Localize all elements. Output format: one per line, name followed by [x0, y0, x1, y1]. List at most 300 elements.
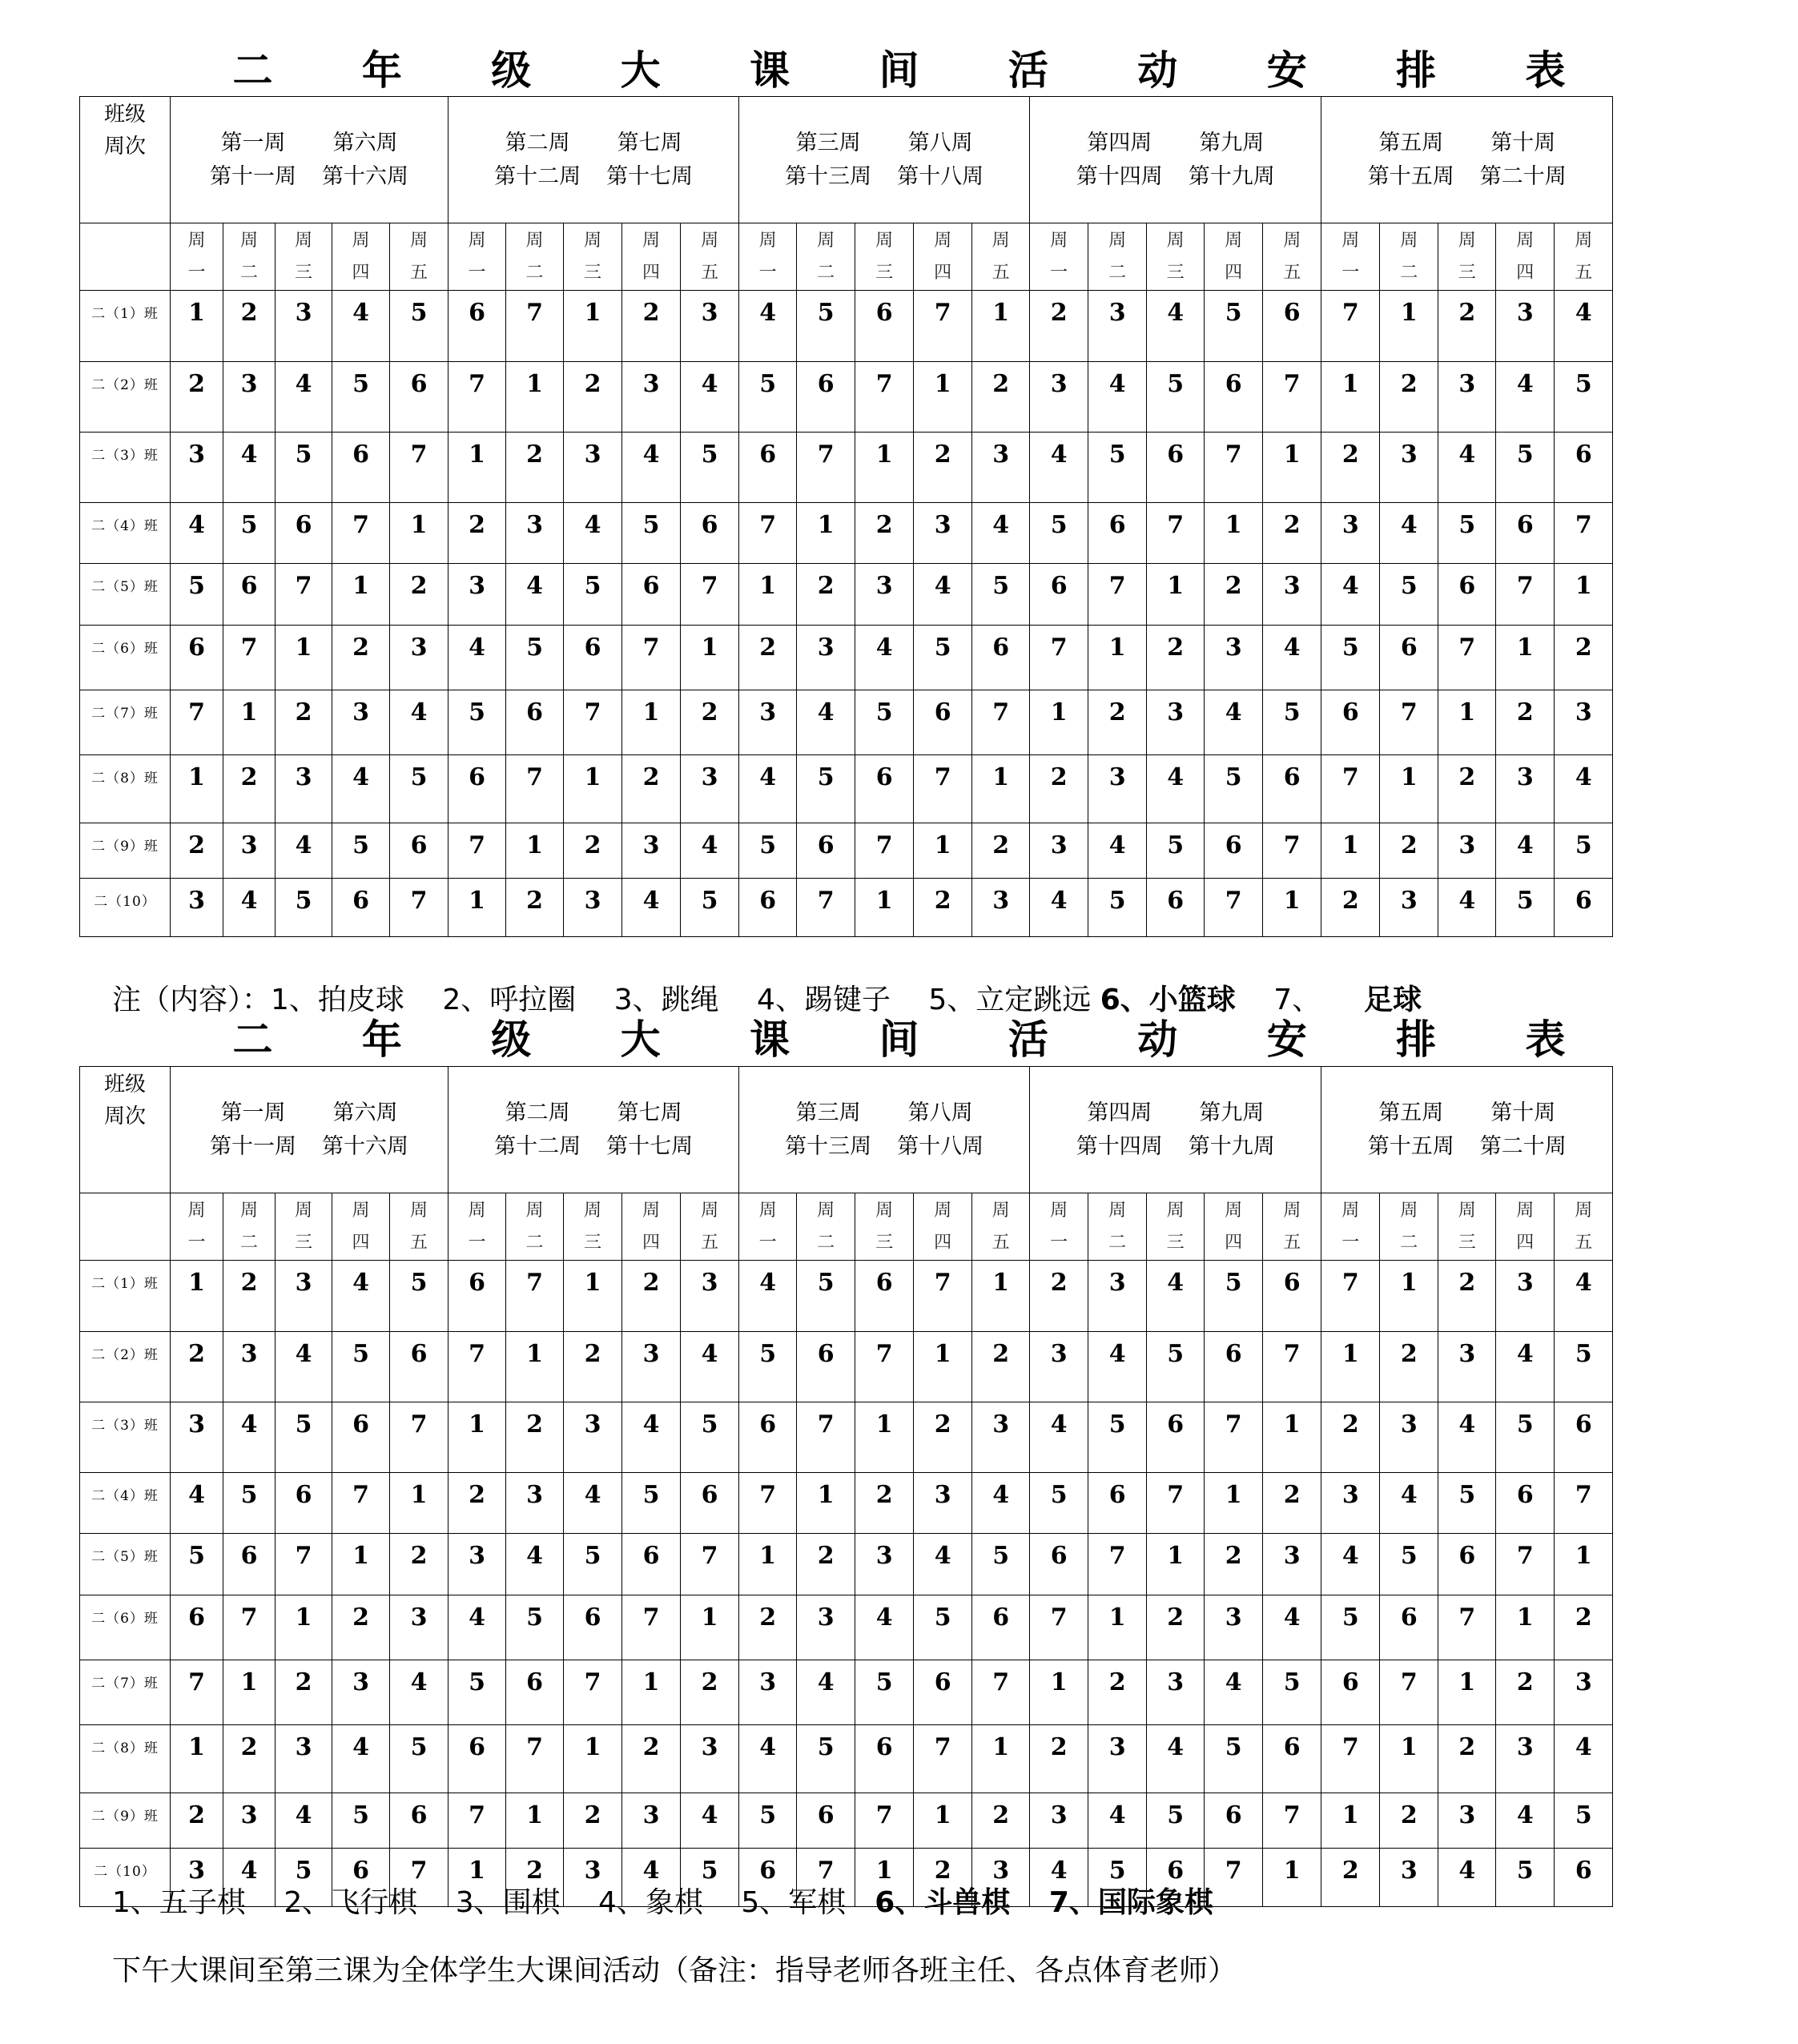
week-label: 第二周	[505, 130, 570, 155]
schedule-cell: 6	[739, 433, 797, 503]
week-label: 第六周	[332, 130, 398, 155]
schedule-cell: 6	[855, 1725, 914, 1793]
schedule-cell: 7	[1496, 1534, 1555, 1595]
schedule-cell: 3	[1030, 1793, 1088, 1849]
schedule-cell: 1	[1263, 433, 1321, 503]
schedule-cell: 4	[1496, 823, 1555, 879]
week-label: 第八周	[907, 1100, 973, 1125]
weekday-bottom: 二	[239, 1232, 258, 1253]
schedule-cell: 4	[1321, 564, 1380, 626]
schedule-cell: 6	[622, 1534, 681, 1595]
schedule-cell: 4	[506, 564, 564, 626]
schedule-cell: 2	[223, 291, 276, 362]
weekday-top: 周	[817, 230, 835, 251]
schedule-cell: 4	[1380, 503, 1438, 564]
schedule-cell: 6	[390, 823, 448, 879]
schedule-cell: 3	[390, 626, 448, 690]
schedule-cell: 6	[448, 291, 506, 362]
schedule-cell: 2	[276, 690, 332, 755]
schedule-cell: 7	[797, 1849, 855, 1907]
weekday-header	[1555, 1193, 1613, 1261]
schedule-cell: 4	[1380, 1473, 1438, 1534]
schedule-cell: 7	[972, 1660, 1030, 1725]
schedule-cell: 5	[276, 1402, 332, 1473]
schedule-cell: 5	[739, 1793, 797, 1849]
weekday-header	[1205, 223, 1263, 291]
schedule-cell: 3	[1321, 1473, 1380, 1534]
schedule-cell: 7	[622, 626, 681, 690]
schedule-cell: 6	[1438, 1534, 1496, 1595]
schedule-cell: 4	[1555, 755, 1613, 823]
schedule-cell: 1	[1321, 1332, 1380, 1402]
schedule-cell: 2	[622, 1725, 681, 1793]
schedule-cell: 1	[855, 1402, 914, 1473]
schedule-cell: 2	[1555, 626, 1613, 690]
schedule-cell: 2	[1438, 291, 1496, 362]
class-label: 二（4）班	[80, 1473, 171, 1534]
schedule-cell: 1	[223, 1660, 276, 1725]
week-label: 第十二周	[494, 163, 581, 189]
week-label: 第十七周	[606, 163, 694, 189]
schedule-cell: 1	[276, 626, 332, 690]
schedule-cell: 3	[506, 503, 564, 564]
schedule-cell: 1	[855, 433, 914, 503]
schedule-cell: 6	[797, 1332, 855, 1402]
schedule-cell: 7	[855, 362, 914, 433]
weekday-top: 周	[1341, 1200, 1360, 1221]
schedule-cell: 2	[506, 1849, 564, 1907]
schedule-cell: 5	[797, 1725, 855, 1793]
schedule-cell: 7	[1380, 690, 1438, 755]
schedule-cell: 3	[223, 1332, 276, 1402]
schedule-cell: 6	[739, 1402, 797, 1473]
schedule-cell: 5	[1555, 823, 1613, 879]
schedule-cell: 3	[1263, 564, 1321, 626]
schedule-cell: 3	[448, 1534, 506, 1595]
weekday-top: 周	[875, 230, 894, 251]
weekday-bottom: 四	[352, 262, 370, 283]
schedule-cell: 2	[223, 1261, 276, 1332]
schedule-cell: 6	[739, 1849, 797, 1907]
schedule-cell: 6	[622, 564, 681, 626]
weekday-bottom: 一	[1341, 262, 1360, 283]
schedule-cell: 5	[1147, 823, 1205, 879]
schedule-cell: 2	[622, 291, 681, 362]
schedule-cell: 3	[972, 1402, 1030, 1473]
schedule-cell: 1	[171, 1261, 223, 1332]
weekday-header	[390, 223, 448, 291]
week-group-header	[739, 1067, 1030, 1193]
weekday-bottom: 一	[1050, 1232, 1068, 1253]
schedule-cell: 6	[914, 690, 972, 755]
class-label: 二（8）班	[80, 755, 171, 823]
schedule-cell: 7	[1321, 1725, 1380, 1793]
schedule-cell: 3	[855, 1534, 914, 1595]
schedule-cell: 7	[276, 564, 332, 626]
schedule-cell: 5	[276, 879, 332, 937]
schedule-cell: 2	[1496, 1660, 1555, 1725]
corner-week-label: 周次	[103, 135, 146, 159]
schedule-cell: 6	[276, 1473, 332, 1534]
schedule-cell: 2	[1438, 1725, 1496, 1793]
schedule-cell: 7	[171, 690, 223, 755]
schedule-cell: 4	[739, 291, 797, 362]
weekday-top: 周	[1341, 230, 1360, 251]
schedule-cell: 7	[506, 1725, 564, 1793]
schedule-cell: 3	[1321, 503, 1380, 564]
schedule-cell: 3	[622, 362, 681, 433]
schedule-cell: 3	[914, 1473, 972, 1534]
schedule-cell: 7	[506, 291, 564, 362]
schedule-cell: 6	[972, 626, 1030, 690]
schedule-cell: 2	[171, 362, 223, 433]
schedule-cell: 5	[622, 1473, 681, 1534]
schedule-cell: 2	[564, 362, 622, 433]
weekday-bottom: 一	[187, 262, 206, 283]
schedule-cell: 7	[739, 503, 797, 564]
schedule-cell: 3	[739, 690, 797, 755]
schedule-cell: 2	[739, 1595, 797, 1660]
weekday-bottom: 一	[1050, 262, 1068, 283]
class-label: 二（8）班	[80, 1725, 171, 1793]
schedule-cell: 4	[223, 1849, 276, 1907]
class-label: 二（9）班	[80, 1793, 171, 1849]
schedule-cell: 2	[1030, 1725, 1088, 1793]
schedule-cell: 6	[1263, 1725, 1321, 1793]
schedule-cell: 2	[622, 755, 681, 823]
schedule-cell: 6	[223, 1534, 276, 1595]
weekday-header	[1030, 223, 1088, 291]
schedule-cell: 2	[1030, 291, 1088, 362]
schedule-table-2	[79, 1066, 1613, 1907]
schedule-cell: 4	[564, 1473, 622, 1534]
schedule-cell: 2	[1321, 1402, 1380, 1473]
weekday-header	[1496, 223, 1555, 291]
weekday-top: 周	[1400, 230, 1418, 251]
week-label: 第一周	[220, 1100, 286, 1125]
schedule-cell: 7	[914, 1725, 972, 1793]
schedule-cell: 3	[1205, 1595, 1263, 1660]
schedule-cell: 2	[223, 1725, 276, 1793]
schedule-cell: 7	[797, 433, 855, 503]
weekday-bottom: 三	[294, 262, 312, 283]
schedule-cell: 2	[914, 433, 972, 503]
schedule-cell: 2	[1380, 1332, 1438, 1402]
schedule-cell: 6	[1030, 564, 1088, 626]
weekday-bottom: 三	[1458, 262, 1476, 283]
schedule-cell: 7	[448, 823, 506, 879]
weekday-top: 周	[1400, 1200, 1418, 1221]
class-label: 二（3）班	[80, 1402, 171, 1473]
weekday-header	[1263, 1193, 1321, 1261]
schedule-cell: 3	[739, 1660, 797, 1725]
weekday-bottom: 四	[352, 1232, 370, 1253]
page-title: 二 年 级 大 课 间 活 动 安 排 表	[232, 47, 1603, 94]
schedule-cell: 5	[1496, 879, 1555, 937]
schedule-cell: 3	[223, 362, 276, 433]
schedule-cell: 5	[1147, 362, 1205, 433]
schedule-cell: 6	[332, 1402, 390, 1473]
weekday-bottom: 五	[1575, 1232, 1593, 1253]
schedule-cell: 1	[622, 690, 681, 755]
corner-header	[80, 1067, 171, 1193]
weekday-header	[276, 1193, 332, 1261]
schedule-cell: 7	[1555, 503, 1613, 564]
schedule-cell: 6	[855, 291, 914, 362]
schedule-cell: 7	[855, 823, 914, 879]
schedule-cell: 1	[914, 1332, 972, 1402]
weekday-bottom: 二	[525, 1232, 544, 1253]
weekday-top: 周	[1516, 1200, 1535, 1221]
weekday-bottom: 一	[758, 262, 777, 283]
schedule-cell: 2	[914, 1402, 972, 1473]
schedule-cell: 5	[1496, 1402, 1555, 1473]
schedule-cell: 1	[171, 291, 223, 362]
corner-week-label: 周次	[103, 1104, 146, 1129]
schedule-cell: 2	[1030, 1261, 1088, 1332]
schedule-cell: 4	[1030, 879, 1088, 937]
schedule-cell: 3	[1030, 1332, 1088, 1402]
class-label: 二（10）	[80, 1849, 171, 1907]
schedule-cell: 7	[1030, 1595, 1088, 1660]
weekday-bottom: 四	[1516, 1232, 1535, 1253]
schedule-cell: 1	[972, 1261, 1030, 1332]
weekday-top: 周	[1225, 230, 1243, 251]
schedule-cell: 1	[1088, 626, 1147, 690]
week-group-header	[1030, 1067, 1321, 1193]
schedule-cell: 1	[1205, 503, 1263, 564]
schedule-cell: 6	[972, 1595, 1030, 1660]
weekday-bottom: 五	[701, 262, 719, 283]
weekday-top: 周	[875, 1200, 894, 1221]
week-label: 第五周	[1378, 1100, 1444, 1125]
schedule-cell: 4	[1321, 1534, 1380, 1595]
class-label: 二（1）班	[80, 291, 171, 362]
schedule-cell: 5	[223, 1473, 276, 1534]
schedule-cell: 5	[564, 1534, 622, 1595]
weekday-top: 周	[701, 1200, 719, 1221]
schedule-cell: 4	[1438, 1849, 1496, 1907]
schedule-cell: 4	[972, 503, 1030, 564]
schedule-cell: 5	[276, 433, 332, 503]
schedule-cell: 2	[448, 1473, 506, 1534]
schedule-cell: 5	[1321, 1595, 1380, 1660]
schedule-cell: 7	[1205, 1402, 1263, 1473]
schedule-cell: 7	[1263, 362, 1321, 433]
week-label: 第三周	[795, 1100, 861, 1125]
schedule-cell: 1	[1263, 879, 1321, 937]
schedule-cell: 4	[390, 690, 448, 755]
week-label: 第十一周	[210, 1133, 297, 1159]
schedule-cell: 5	[1496, 433, 1555, 503]
schedule-cell: 2	[797, 1534, 855, 1595]
schedule-cell: 3	[797, 1595, 855, 1660]
schedule-cell: 6	[855, 1261, 914, 1332]
schedule-cell: 1	[448, 1849, 506, 1907]
weekday-header	[1438, 1193, 1496, 1261]
week-label: 第十一周	[210, 163, 297, 189]
schedule-cell: 2	[171, 1332, 223, 1402]
week-label: 第十二周	[494, 1133, 581, 1159]
schedule-cell: 7	[797, 1402, 855, 1473]
schedule-cell: 2	[564, 823, 622, 879]
schedule-cell: 3	[914, 503, 972, 564]
schedule-cell: 5	[681, 433, 739, 503]
weekday-top: 周	[468, 230, 486, 251]
schedule-cell: 6	[332, 433, 390, 503]
schedule-cell: 7	[390, 879, 448, 937]
schedule-cell: 6	[1496, 503, 1555, 564]
schedule-cell: 3	[1030, 823, 1088, 879]
blank-header-cell	[80, 1193, 171, 1261]
class-label: 二（1）班	[80, 1261, 171, 1332]
schedule-cell: 1	[972, 291, 1030, 362]
weekday-bottom: 二	[1108, 262, 1127, 283]
week-label: 第十六周	[322, 163, 409, 189]
schedule-cell: 4	[1030, 1849, 1088, 1907]
schedule-cell: 5	[681, 879, 739, 937]
schedule-cell: 4	[681, 1793, 739, 1849]
schedule-cell: 6	[448, 1261, 506, 1332]
schedule-cell: 6	[1496, 1473, 1555, 1534]
weekday-bottom: 二	[817, 262, 835, 283]
schedule-cell: 6	[1263, 1261, 1321, 1332]
schedule-cell: 6	[1555, 433, 1613, 503]
schedule-cell: 5	[797, 755, 855, 823]
weekday-header	[739, 223, 797, 291]
schedule-cell: 2	[506, 879, 564, 937]
schedule-cell: 5	[1263, 690, 1321, 755]
week-label: 第二周	[505, 1100, 570, 1125]
schedule-cell: 4	[1147, 291, 1205, 362]
schedule-cell: 5	[1030, 503, 1088, 564]
week-label: 第十六周	[322, 1133, 409, 1159]
schedule-cell: 4	[1030, 433, 1088, 503]
schedule-cell: 2	[1380, 1793, 1438, 1849]
weekday-bottom: 一	[468, 1232, 486, 1253]
weekday-header	[622, 1193, 681, 1261]
weekday-top: 周	[1108, 1200, 1127, 1221]
weekday-header	[506, 1193, 564, 1261]
schedule-cell: 1	[681, 1595, 739, 1660]
weekday-header	[855, 1193, 914, 1261]
week-label: 第十八周	[897, 163, 984, 189]
schedule-cell: 5	[276, 1849, 332, 1907]
schedule-cell: 4	[1263, 626, 1321, 690]
schedule-cell: 7	[914, 1261, 972, 1332]
schedule-cell: 1	[739, 564, 797, 626]
weekday-top: 周	[1575, 230, 1593, 251]
weekday-bottom: 四	[642, 1232, 661, 1253]
schedule-cell: 3	[564, 879, 622, 937]
schedule-cell: 2	[681, 690, 739, 755]
week-label: 第七周	[617, 130, 682, 155]
schedule-cell: 4	[1147, 1261, 1205, 1332]
week-label: 第十三周	[785, 163, 872, 189]
weekday-bottom: 四	[1225, 262, 1243, 283]
schedule-cell: 6	[797, 1793, 855, 1849]
schedule-cell: 4	[797, 1660, 855, 1725]
weekday-top: 周	[187, 1200, 206, 1221]
schedule-cell: 1	[1263, 1402, 1321, 1473]
schedule-cell: 2	[797, 564, 855, 626]
weekday-header	[972, 1193, 1030, 1261]
schedule-cell: 2	[1438, 755, 1496, 823]
schedule-cell: 4	[564, 503, 622, 564]
schedule-cell: 1	[1380, 755, 1438, 823]
class-label: 二（7）班	[80, 690, 171, 755]
schedule-cell: 2	[332, 626, 390, 690]
schedule-cell: 5	[171, 564, 223, 626]
schedule-cell: 1	[390, 503, 448, 564]
schedule-cell: 4	[972, 1473, 1030, 1534]
schedule-cell: 1	[276, 1595, 332, 1660]
schedule-cell: 6	[1321, 1660, 1380, 1725]
schedule-cell: 3	[1496, 755, 1555, 823]
schedule-cell: 3	[1496, 291, 1555, 362]
week-label: 第九周	[1199, 130, 1265, 155]
schedule-cell: 5	[1147, 1332, 1205, 1402]
weekday-top: 周	[187, 230, 206, 251]
schedule-cell: 5	[1380, 564, 1438, 626]
weekday-top: 周	[934, 1200, 952, 1221]
week-label: 第十五周	[1367, 1133, 1454, 1159]
schedule-cell: 6	[855, 755, 914, 823]
schedule-cell: 3	[564, 1402, 622, 1473]
week-label: 第七周	[617, 1100, 682, 1125]
schedule-cell: 4	[1555, 291, 1613, 362]
schedule-cell: 4	[276, 1793, 332, 1849]
schedule-cell: 7	[448, 362, 506, 433]
schedule-cell: 5	[681, 1402, 739, 1473]
week-label: 第四周	[1087, 1100, 1152, 1125]
weekday-top: 周	[239, 1200, 258, 1221]
schedule-cell: 2	[506, 433, 564, 503]
schedule-cell: 6	[1555, 1849, 1613, 1907]
schedule-cell: 7	[1088, 564, 1147, 626]
chess-legend-bold: 6、斗兽棋 7、国际象棋	[875, 1886, 1213, 1919]
schedule-cell: 7	[276, 1534, 332, 1595]
schedule-cell: 3	[1147, 1660, 1205, 1725]
schedule-cell: 4	[1438, 879, 1496, 937]
schedule-cell: 2	[1321, 433, 1380, 503]
weekday-header	[797, 1193, 855, 1261]
weekday-top: 周	[294, 230, 312, 251]
weekday-top: 周	[525, 230, 544, 251]
weekday-bottom: 二	[817, 1232, 835, 1253]
weekday-bottom: 四	[934, 1232, 952, 1253]
weekday-top: 周	[1458, 1200, 1476, 1221]
schedule-cell: 4	[223, 1402, 276, 1473]
schedule-cell: 3	[506, 1473, 564, 1534]
schedule-cell: 1	[739, 1534, 797, 1595]
schedule-cell: 4	[223, 433, 276, 503]
schedule-cell: 7	[1263, 823, 1321, 879]
remark-note: 下午大课间至第三课为全体学生大课间活动（备注：指导老师各班主任、各点体育老师）	[112, 1954, 1237, 1987]
schedule-cell: 5	[739, 823, 797, 879]
schedule-cell: 5	[1555, 1793, 1613, 1849]
schedule-cell: 4	[1088, 1332, 1147, 1402]
schedule-cell: 1	[448, 433, 506, 503]
schedule-cell: 1	[1438, 690, 1496, 755]
schedule-cell: 7	[681, 564, 739, 626]
schedule-cell: 4	[681, 1332, 739, 1402]
weekday-bottom: 二	[525, 262, 544, 283]
weekday-top: 周	[410, 230, 428, 251]
weekday-top: 周	[1050, 1200, 1068, 1221]
schedule-cell: 1	[681, 626, 739, 690]
schedule-cell: 6	[332, 879, 390, 937]
